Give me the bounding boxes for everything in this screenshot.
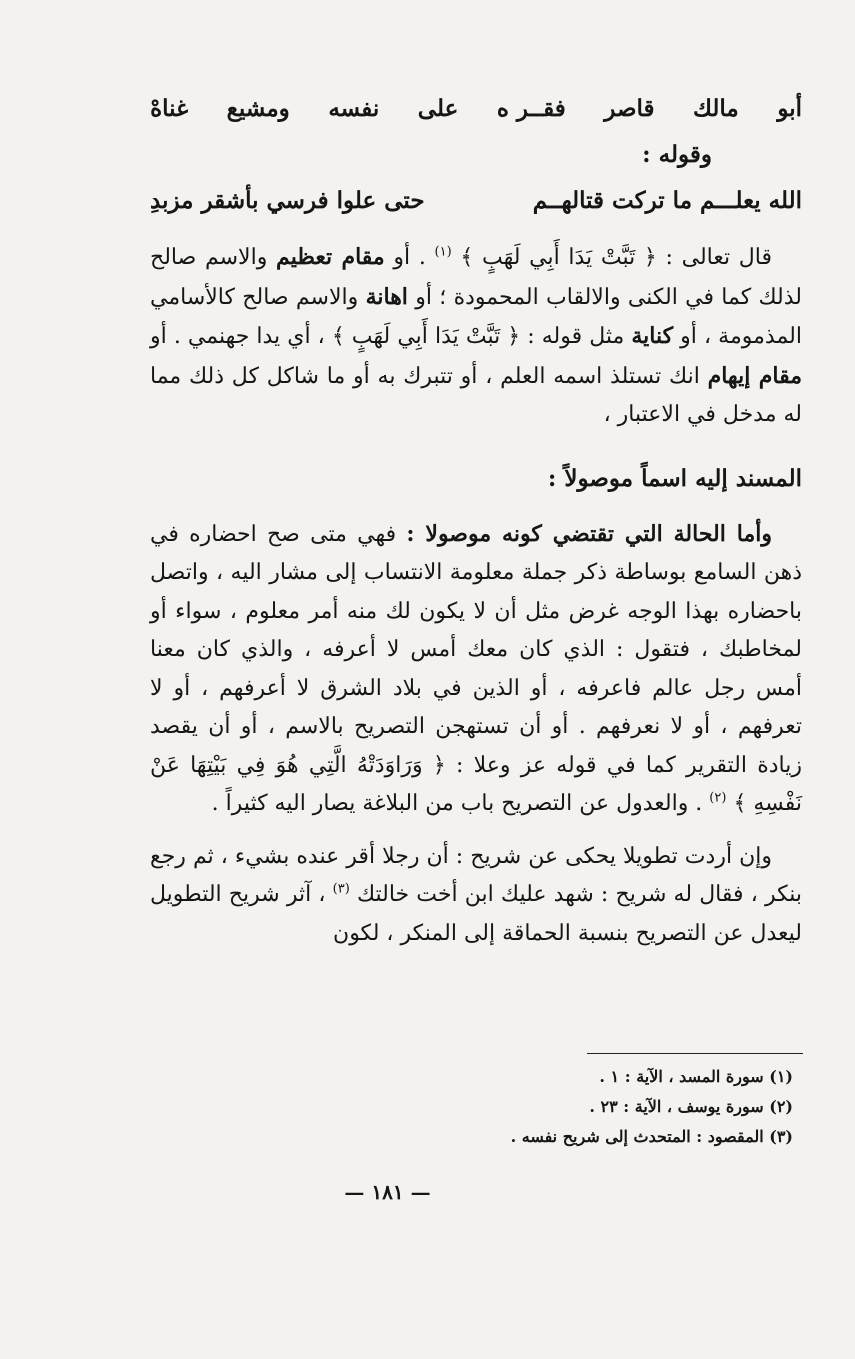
text-run: فهي متى صح احضاره في ذهن السامع بوساطة ذكر جملة معلومة الانتساب إلى مشار اليه ، واتصل باحضاره بهذا الوجه غرض مثل أن لا يكون لك منه أمر معلوم ، سواء أو لمخاطبك ، فتقول : الذي كان معك أمس لا أعرفه ، والذي كان معنا أمس رجل عالم فاعرفه ، أو الذين في بلاد الشرق لا أعرفهم ، أو لا تعرفهم ، أو لا نعرفهم . أو أن تستهجن التصريح بالاسم ، أو أن يقصد زيادة التقرير كما في قوله عز وعلا : <box>150 521 803 778</box>
footnote-ref: (٢) <box>709 790 727 806</box>
text-run: وإن أردت تطويلا يحكى عن شريح : أن رجلا أقر عنده بشيء ، ثم رجع بنكر ، فقال له شريح : شهد عليك ابن أخت خالتك <box>150 843 802 907</box>
bold-term: مقام إيهام <box>707 362 802 389</box>
verse-intro-text: وقوله : <box>642 141 712 168</box>
verse-intro <box>150 132 802 178</box>
bold-term: اهانة <box>365 283 408 310</box>
footnote-item: (١) سورة المسد ، الآية : ١ . <box>599 1067 793 1086</box>
quran-quote: ﴿ تَبَّتْ يَدَا أَبِي لَهَبٍ ﴾ <box>331 324 521 349</box>
text-run: مثل قوله : <box>520 324 632 349</box>
text-run: . أو <box>384 245 435 270</box>
verse-word: قاصر <box>604 95 655 122</box>
text-run: والاسم صالح لذلك كما في الكنى والالقاب المحمودة ؛ أو <box>150 245 803 310</box>
verse-line-1 <box>150 86 802 132</box>
text-run: ، أي يدا جهنمي . أو <box>150 324 332 349</box>
bold-term: مقام تعظيم <box>276 244 385 270</box>
paragraph-3 <box>150 838 802 954</box>
verse-word: على <box>417 95 459 122</box>
text-run: . والعدول عن التصريح باب من البلاغة يصار اليه كثيراً . <box>211 791 710 816</box>
page-number: — ١٨١ — <box>344 1180 431 1204</box>
bold-term: كناية <box>631 323 674 349</box>
section-heading: المسند إليه اسماً موصولاً : <box>547 464 802 492</box>
footnote-item: (٣) المقصود : المتحدث إلى شريح نفسه . <box>510 1127 793 1146</box>
paragraph-2 <box>150 515 802 824</box>
verse-word: مالك <box>693 95 739 122</box>
text-run: والاسم صالح كالأسامي المذمومة ، أو <box>150 284 802 349</box>
verse-word: غناهْ <box>150 95 189 122</box>
quran-quote: ﴿ تَبَّتْ يَدَا أَبِي لَهَبٍ ﴾ <box>460 245 657 270</box>
footnote-divider <box>587 1053 803 1054</box>
quran-quote: ﴿ وَرَاوَدَتْهُ الَّتِي هُوَ فِي بَيْتِهَا عَنْ نَفْسِهِ ﴾ <box>150 752 802 816</box>
verse-hemistich-right: الله يعلـــم ما تركت قتالهــم <box>532 187 802 214</box>
verse-hemistich-left: حتى علوا فرسي بأشقر مزبدِ <box>150 187 425 214</box>
page-body <box>150 86 802 953</box>
text-run: ، آثر شريح التطويل ليعدل عن التصريح بنسبة الحماقة إلى المنكر ، لكون <box>150 882 802 946</box>
verse-word: أبو <box>777 95 802 122</box>
footnote-ref: (١) <box>434 244 452 260</box>
paragraph-1 <box>150 238 802 435</box>
paragraph-lead: وأما الحالة التي تقتضي كونه موصولا : <box>406 520 772 547</box>
footnote-item: (٢) سورة يوسف ، الآية : ٢٣ . <box>589 1097 793 1116</box>
text-run: قال تعالى : <box>656 245 773 270</box>
verse-word: نفسه <box>328 95 380 122</box>
text-run: انك تستلذ اسمه العلم ، أو تتبرك به أو ما شاكل كل ذلك مما له مدخل في الاعتبار ، <box>150 363 802 427</box>
verse-line-2 <box>150 178 802 224</box>
verse-word: فقــر ه <box>496 95 566 122</box>
footnote-ref: (٣) <box>332 881 350 897</box>
verse-word: ومشيع <box>226 95 290 122</box>
footnotes <box>133 1062 793 1152</box>
